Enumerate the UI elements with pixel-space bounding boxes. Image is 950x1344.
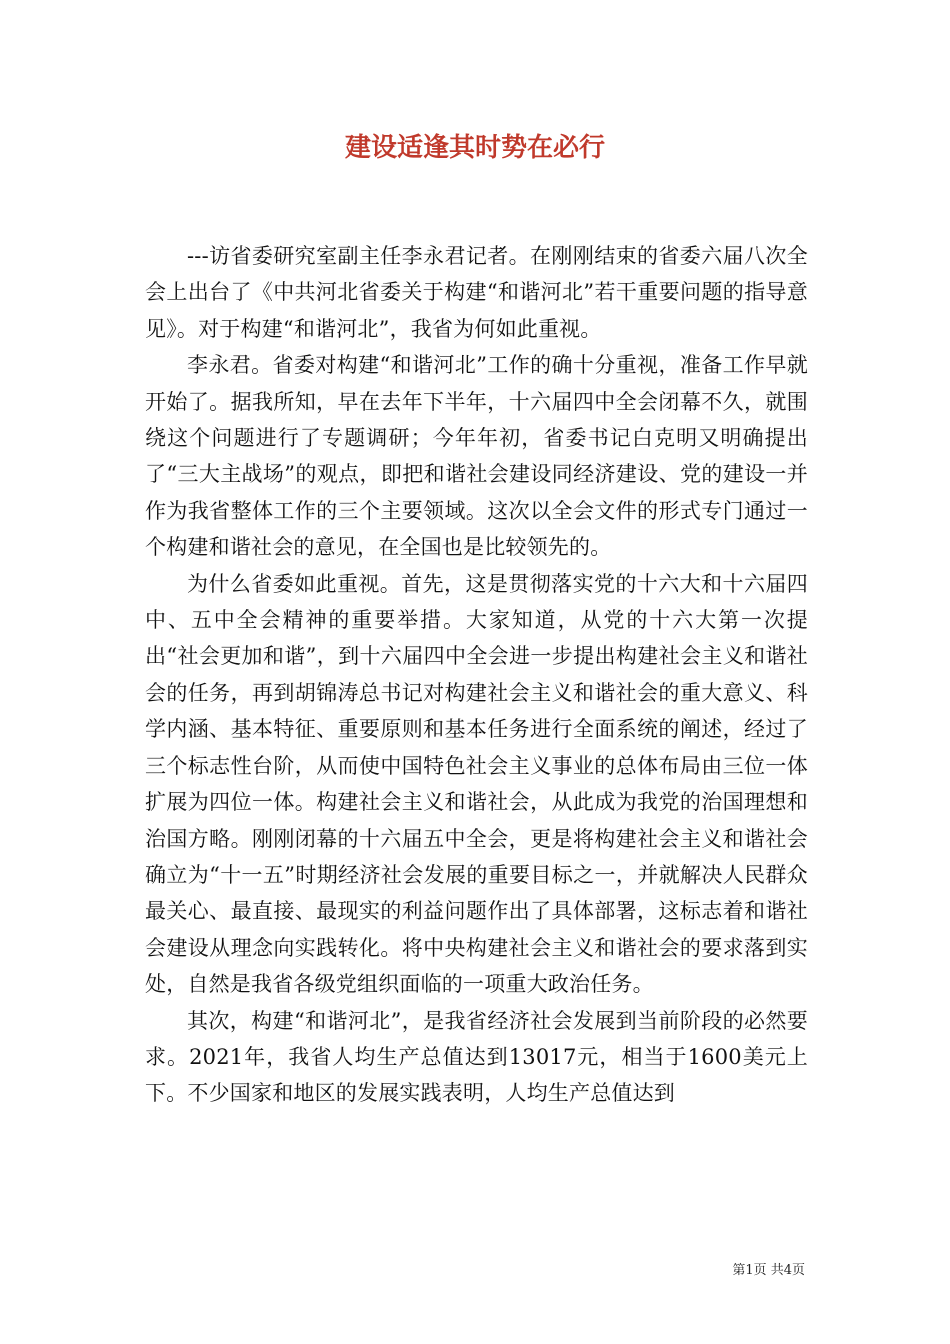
document-title: 建设适逢其时势在必行 bbox=[344, 133, 605, 163]
paragraph-answer-3: 其次，构建“和谐河北”，是我省经济社会发展到当前阶段的必然要求。2021年，我省人均生产总值达到13017元，相当于1600美元上下。不少国家和地区的发展实践表明，人均生产总值达到 bbox=[145, 1008, 808, 1106]
document-body bbox=[145, 238, 808, 1112]
paragraph-answer-1: 李永君。省委对构建“和谐河北”工作的确十分重视，准备工作早就开始了。据我所知，早在去年下半年，十六届四中全会闭幕不久，就围绕这个问题进行了专题调研；今年年初，省委书记白克明又明确提出了“三大主战场”的观点，即把和谐社会建设同经济建设、党的建设一并作为我省整体工作的三个主要领域。这次以全会文件的形式专门通过一个构建和谐社会的意见，在全国也是比较领先的。 bbox=[145, 353, 808, 560]
paragraph-answer-2: 为什么省委如此重视。首先，这是贯彻落实党的十六大和十六届四中、五中全会精神的重要举措。大家知道，从党的十六大第一次提出“社会更加和谐”，到十六届四中全会进一步提出构建社会主义和谐社会的任务，再到胡锦涛总书记对构建社会主义和谐社会的重大意义、科学内涵、基本特征、重要原则和基本任务进行全面系统的阐述，经过了三个标志性台阶，从而使中国特色社会主义事业的总体布局由三位一体扩展为四位一体。构建社会主义和谐社会，从此成为我党的治国理想和治国方略。刚刚闭幕的十六届五中全会，更是将构建社会主义和谐社会确立为“十一五”时期经济社会发展的重要目标之一，并就解决人民群众最关心、最直接、最现实的利益问题作出了具体部署，这标志着和谐社会建设从理念向实践转化。将中央构建社会主义和谐社会的要求落到实处，自然是我省各级党组织面临的一项重大政治任务。 bbox=[145, 571, 808, 997]
page-number-footer: 第1页 共4页 bbox=[732, 1263, 805, 1278]
paragraph-intro: ---访省委研究室副主任李永君记者。在刚刚结束的省委六届八次全会上出台了《中共河北省委关于构建“和谐河北”若干重要问题的指导意见》。对于构建“和谐河北”，我省为何如此重视。 bbox=[145, 244, 808, 341]
